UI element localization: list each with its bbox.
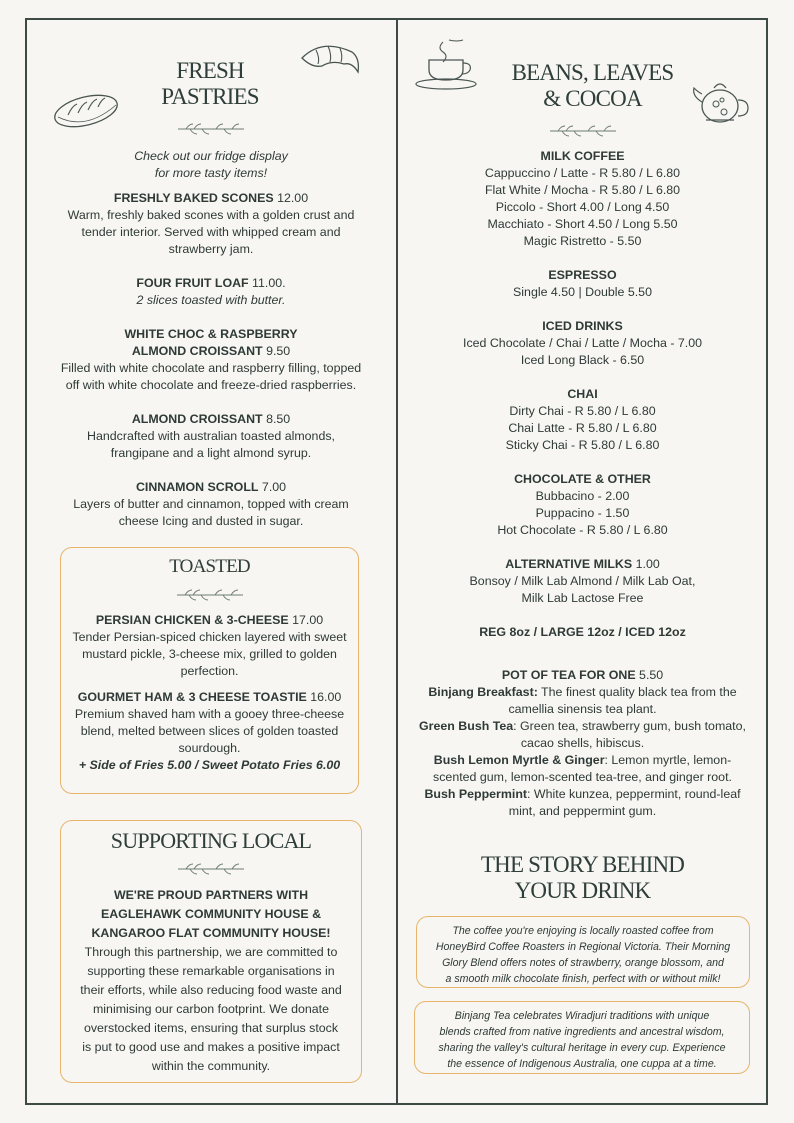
tea-section: POT OF TEA FOR ONE 5.50 Binjang Breakfast: The finest quality black tea from the camellia sinensis tea plant. Green Bush Tea: Green tea, strawberry gum, bush tomato, cacao shells, hibiscus. Bush Lemon Myrtle & Ginger: Lemon myrtle, lemon- scented gum, lemon-scented tea-tree, and ginger root. Bush Peppermint: White kunzea, peppermint, round-leaf mint, and peppermint gum. <box>419 668 746 818</box>
menu-item-fruit-loaf: FOUR FRUIT LOAF 11.00. 2 slices toasted with butter. <box>136 276 286 307</box>
espresso-section: ESPRESSO Single 4.50 | Double 5.50 <box>513 268 652 299</box>
drinks-section <box>415 60 750 820</box>
menu-item-cinnamon-scroll: CINNAMON SCROLL 7.00 Layers of butter and cinnamon, topped with cream cheese Icing and dusted in sugar. <box>73 480 349 528</box>
milk-coffee-section: MILK COFFEE Cappuccino / Latte - R 5.80 / L 6.80 Flat White / Mocha - R 5.80 / L 6.80 Piccolo - Short 4.00 / Long 4.50 Macchiato - Short 4.50 / Long 5.50 Magic Ristretto - 5.50 <box>484 149 681 248</box>
fridge-note: Check out our fridge display for more tasty items! <box>134 149 288 180</box>
toasted-title: TOASTED <box>169 556 250 577</box>
iced-drinks-section: ICED DRINKS Iced Chocolate / Chai / Latte / Mocha - 7.00 Iced Long Black - 6.50 <box>463 319 702 367</box>
sprig-icon <box>548 124 618 138</box>
sprig-icon <box>176 122 246 136</box>
partners-body: Through this partnership, we are committed to supporting these remarkable organisations in their efforts, while also reducing food waste and minimising our carbon footprint. We donate overstocked items, ensuring that surplus stock is put to good use and makes a positive impact within the community. <box>80 945 342 1073</box>
pastries-title: FRESH PASTRIES <box>161 58 259 109</box>
sprig-icon <box>175 588 245 602</box>
story-title: THE STORY BEHIND YOUR DRINK <box>480 852 685 903</box>
alternative-milks-section: ALTERNATIVE MILKS 1.00 Bonsoy / Milk Lab Almond / Milk Lab Oat, Milk Lab Lactose Free <box>469 557 696 605</box>
toasted-section <box>60 556 359 774</box>
column-divider <box>396 18 398 1105</box>
supporting-local-title: SUPPORTING LOCAL <box>110 828 312 853</box>
chai-section: CHAI Dirty Chai - R 5.80 / L 6.80 Chai Latte - R 5.80 / L 6.80 Sticky Chai - R 5.80 / L 6.80 <box>505 387 660 452</box>
tea-story-note: Binjang Tea celebrates Wiradjuri traditions with unique blends crafted from native ingredients and ancestral wisdom, sharing the valley's cultural heritage in every cup. Experience the essence of Indigenous Australia, one cuppa at a time. <box>414 1001 750 1074</box>
coffee-story-note: The coffee you're enjoying is locally roasted coffee from HoneyBird Coffee Roasters in Regional Victoria. Their Morning Glory Blend offers notes of strawberry, orange blossom, and a smooth milk chocolate finish, perfect with or without milk! <box>416 916 750 988</box>
partners-heading: WE'RE PROUD PARTNERS WITH EAGLEHAWK COMMUNITY HOUSE & KANGAROO FLAT COMMUNITY HOUSE! <box>91 888 331 940</box>
chocolate-other-section: CHOCOLATE & OTHER Bubbacino - 2.00 Puppacino - 1.50 Hot Chocolate - R 5.80 / L 6.80 <box>497 472 668 537</box>
menu-item-white-choc-croissant: WHITE CHOC & RASPBERRY ALMOND CROISSANT 9.50 Filled with white chocolate and raspberry filling, topped off with white chocolate and freeze-dried raspberries. <box>60 327 362 392</box>
menu-item-almond-croissant: ALMOND CROISSANT 8.50 Handcrafted with australian toasted almonds, frangipane and a light almond syrup. <box>87 412 335 460</box>
menu-item-ham-toastie: GOURMET HAM & 3 CHEESE TOASTIE 16.00 Premium shaved ham with a gooey three-cheese blend, melted between slices of golden toasted sourdough. + Side of Fries 5.00 / Sweet Potato Fries 6.00 <box>60 689 359 774</box>
cup-sizes: REG 8oz / LARGE 12oz / ICED 12oz <box>479 625 686 639</box>
sides-note: + Side of Fries 5.00 / Sweet Potato Fries 6.00 <box>78 758 341 772</box>
sprig-icon <box>176 862 246 876</box>
menu-item-persian-chicken: PERSIAN CHICKEN & 3-CHEESE 17.00 Tender Persian-spiced chicken layered with sweet mustard pickle, 3-cheese mix, grilled to golden perfection. <box>72 613 347 678</box>
supporting-local-section <box>60 828 362 1076</box>
menu-item-scones: FRESHLY BAKED SCONES 12.00 Warm, freshly baked scones with a golden crust and tender interior. Served with whipped cream and strawberry jam. <box>67 191 355 256</box>
drinks-title: BEANS, LEAVES & COCOA <box>511 60 674 111</box>
pastries-section <box>60 58 362 542</box>
